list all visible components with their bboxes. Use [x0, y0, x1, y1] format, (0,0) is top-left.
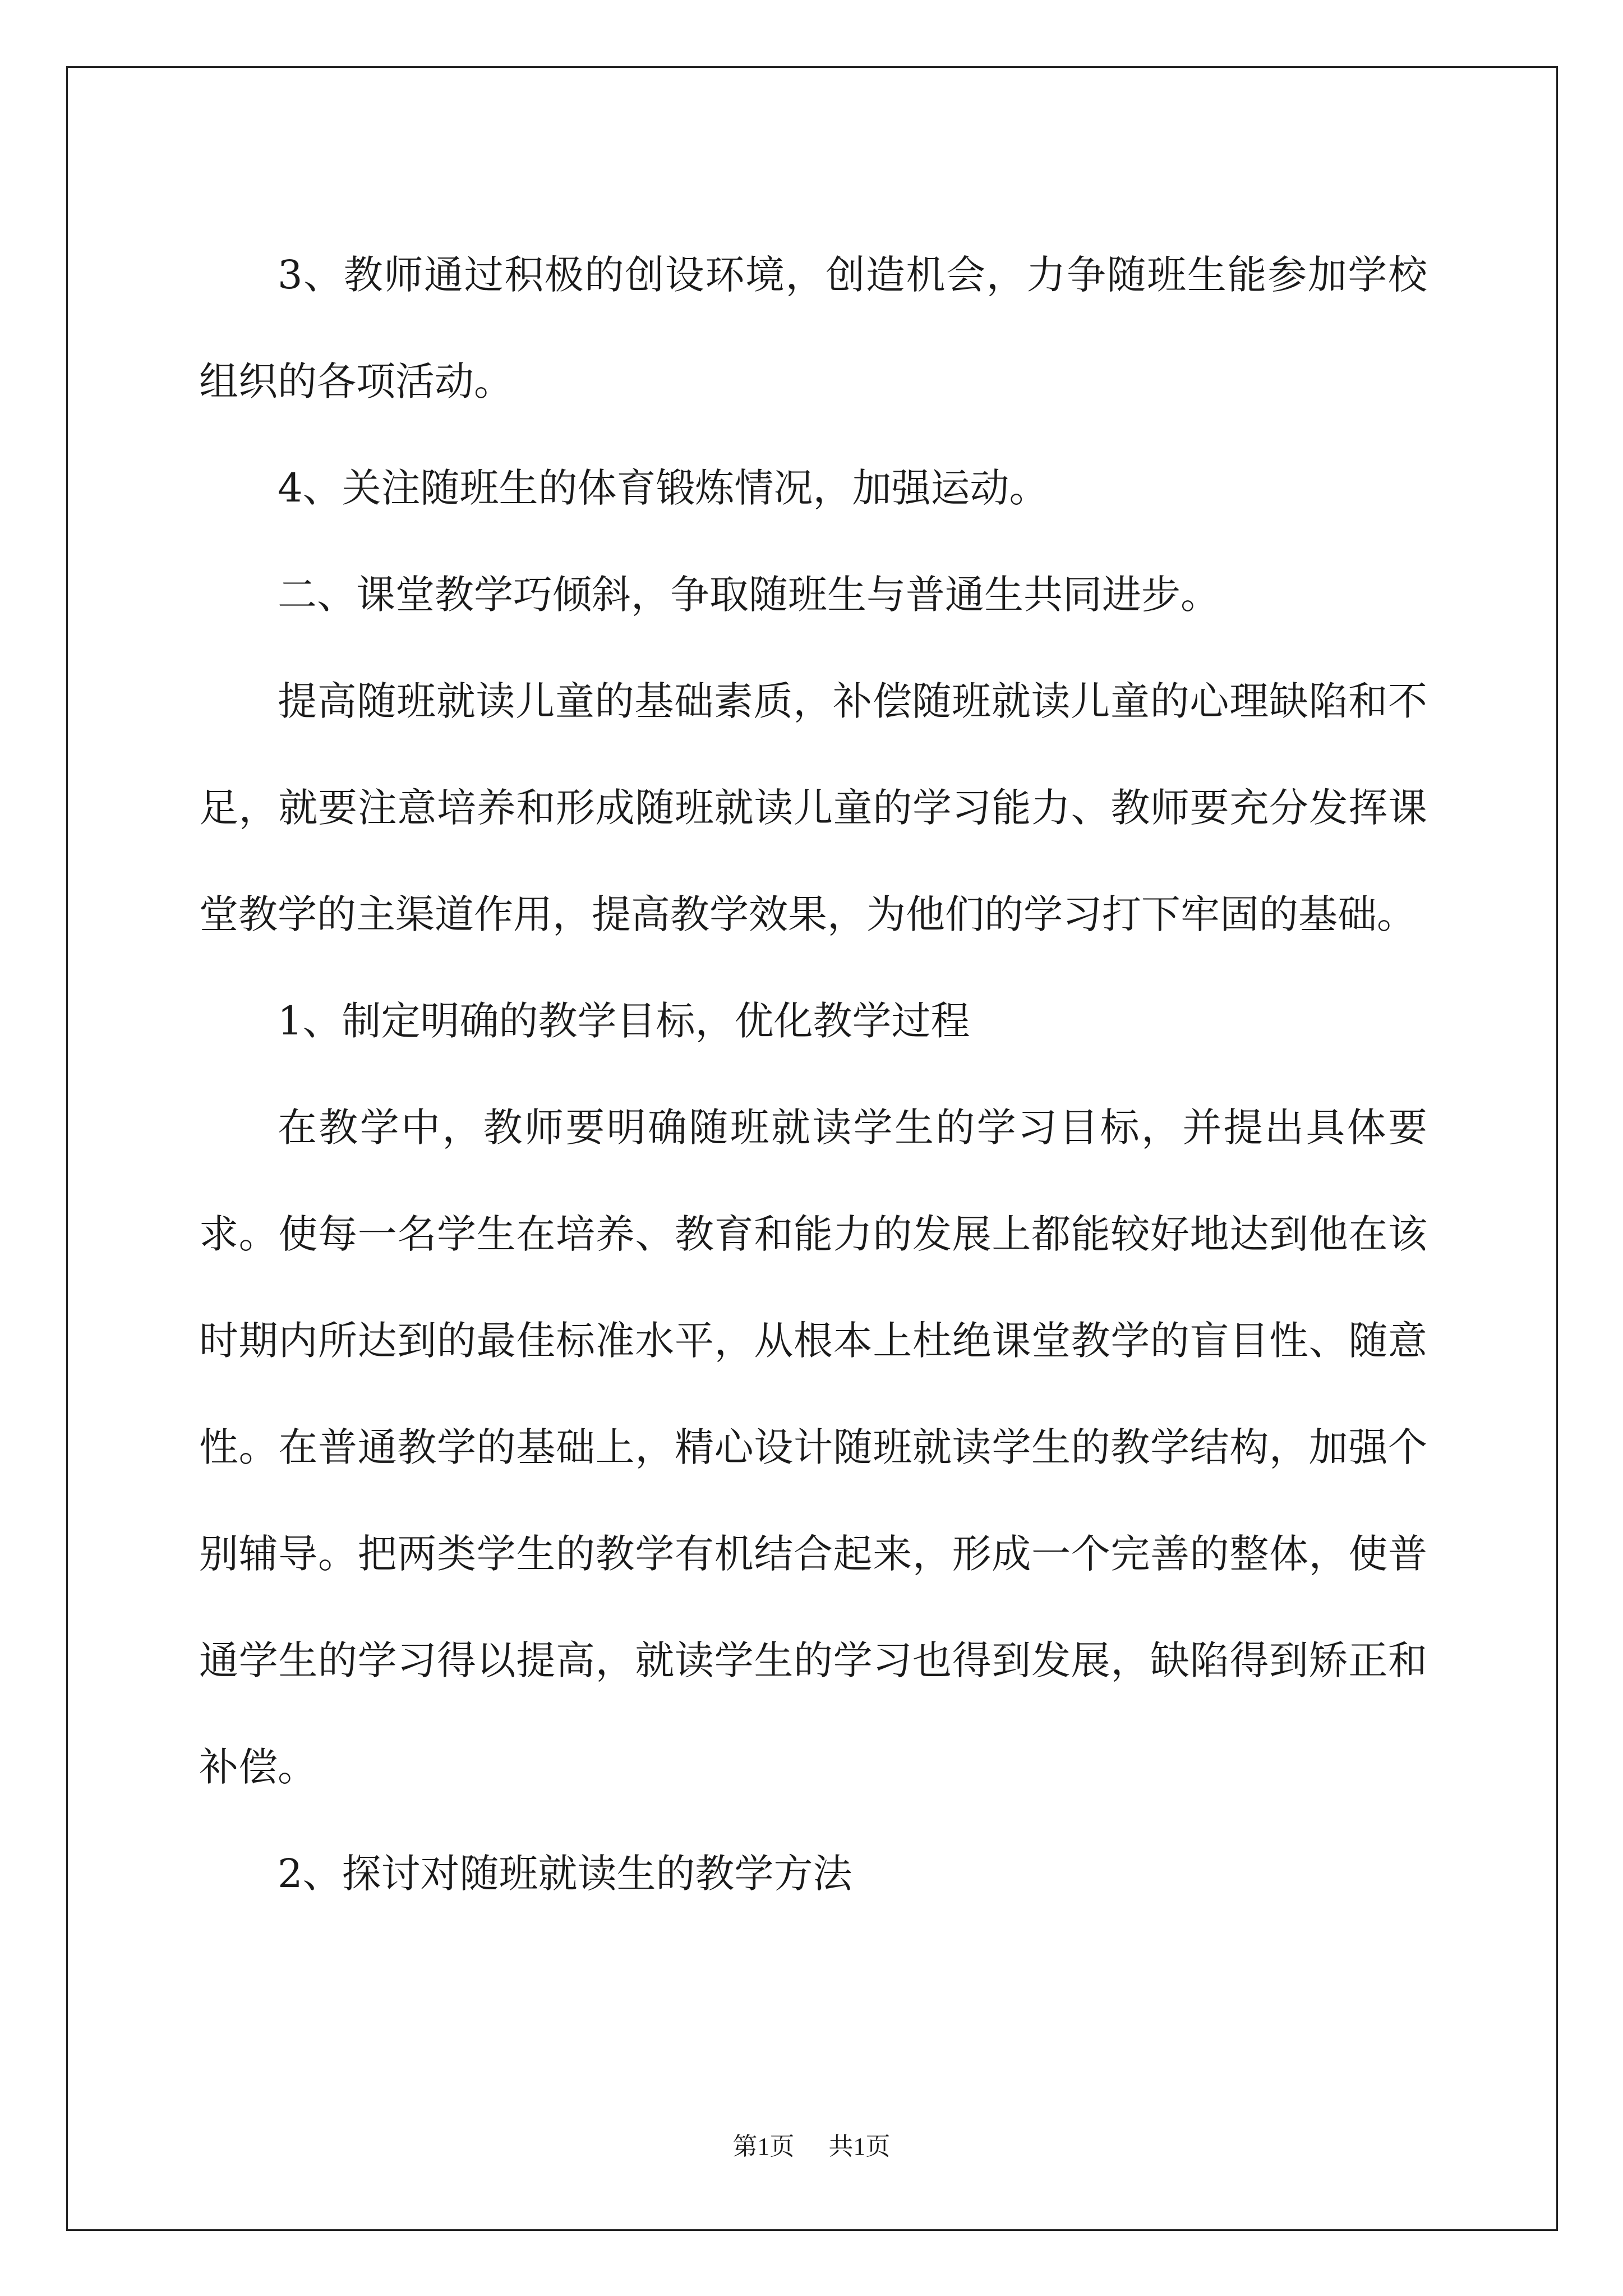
paragraph: 提高随班就读儿童的基础素质，补偿随班就读儿童的心理缺陷和不足，就要注意培养和形成随班就读儿童的学习能力、教师要充分发挥课堂教学的主渠道作用，提高教学效果，为他们的学习打下牢固的基础。 [199, 678, 1427, 937]
paragraph: 4、关注随班生的体育锻炼情况，加强运动。 [278, 465, 1049, 511]
paragraph: 在教学中，教师要明确随班就读学生的学习目标，并提出具体要求。使每一名学生在培养、教育和能力的发展上都能较好地达到他在该时期内所达到的最佳标准水平，从根本上杜绝课堂教学的盲目性、随意性。在普通教学的基础上，精心设计随班就读学生的教学结构，加强个别辅导。把两类学生的教学有机结合起来，形成一个完善的整体，使普通学生的学习得以提高，就读学生的学习也得到发展，缺陷得到矫正和补偿。 [199, 1105, 1427, 1790]
paragraph: 2、探讨对随班就读生的教学方法 [278, 1851, 852, 1897]
document-body [199, 222, 1427, 1927]
paragraph: 二、课堂教学巧倾斜，争取随班生与普通生共同进步。 [278, 572, 1220, 618]
paragraph: 1、制定明确的教学目标，优化教学过程 [278, 998, 970, 1044]
page-number: 第1页 [732, 2133, 795, 2160]
paragraph: 3、教师通过积极的创设环境，创造机会，力争随班生能参加学校组织的各项活动。 [199, 252, 1427, 404]
page-total: 共1页 [828, 2133, 891, 2160]
page-footer [0, 2126, 1623, 2162]
